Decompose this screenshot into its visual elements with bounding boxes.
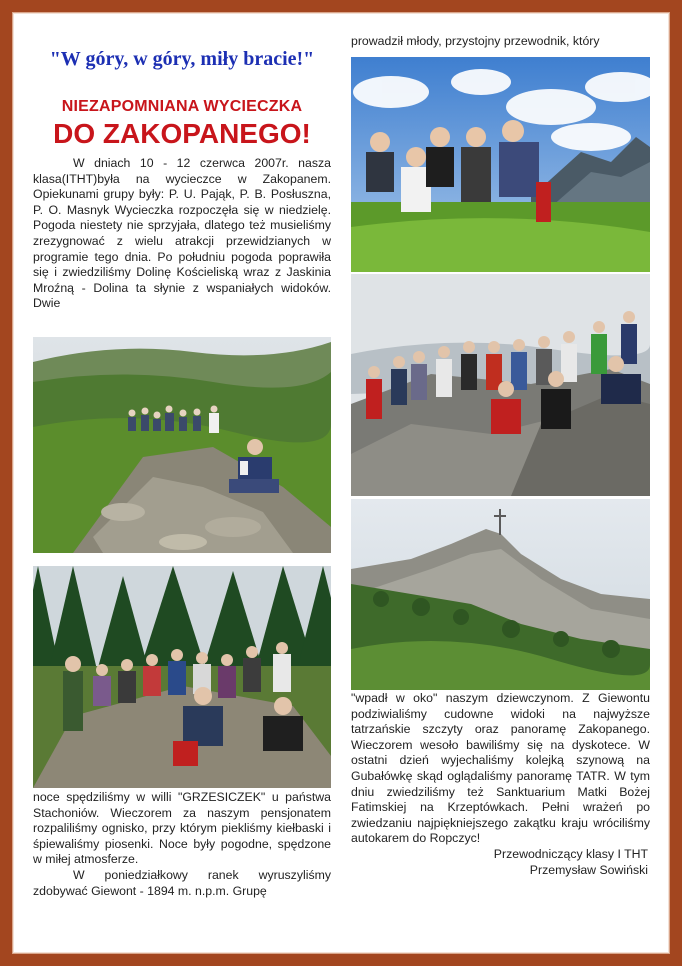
photo-friends-mountain <box>351 57 650 272</box>
photo-valley-trail <box>33 337 331 553</box>
right-top-paragraph: prowadził młody, przystojny przewodnik, który <box>351 34 600 48</box>
article-motto: "W góry, w góry, miły bracie!" <box>49 48 315 70</box>
left-bottom-text-block <box>33 790 331 899</box>
right-top-text-block <box>351 34 650 50</box>
intro-text-block <box>33 156 331 312</box>
photo-rocks-crowd <box>351 274 650 496</box>
signature-role: Przewodniczący klasy I THT <box>493 846 648 861</box>
photo-giewont-peak <box>351 499 650 690</box>
right-bottom-paragraph: "wpadł w oko" naszym dziewczynom. Z Giewontu podziwialiśmy cudowne widoki na najwyższe tatrzańskie szczyty oraz panoramę Zakopanego. Wieczorem wesoło bawiliśmy się na dyskotece. W ostatni dzień wyjechaliśmy kolejką szynową na Gubałówkę skąd oglądaliśmy panoramę TATR. W tym dniu zwiedziliśmy też Sanktuarium Matki Bożej Fatimskiej na Krzeptówkach. Pełni wrażeń po zwiedzaniu najpiękniejszego zakątku kraju wróciliśmy autokarem do Ropczyc! <box>351 691 650 846</box>
headline-bottom: DO ZAKOPANEGO! <box>53 118 311 149</box>
headline-top: NIEZAPOMNIANA WYCIECZKA <box>61 98 303 115</box>
left-bottom-paragraph-2: W poniedziałkowy ranek wyruszyliśmy zdobywać Giewont - 1894 m. n.p.m. Grupę <box>33 867 331 898</box>
left-bottom-paragraph-1: noce spędziliśmy w willi "GRZESICZEK" u państwa Stachoniów. Wieczorem za naszym pensjonatem rozpaliliśmy ognisko, przy którym piekliśmy kiełbaski i śpiewaliśmy piosenki. Noce były pogodne, spędzone w miłej atmosferze. <box>33 790 331 867</box>
intro-paragraph: W dniach 10 - 12 czerwca 2007r. nasza klasa(ITHT)była na wycieczce w Zakopanem. Opiekunami grupy były: P. U. Pająk, P. B. Posłuszna, P. O. Masnyk Wycieczka rozpoczęła się w niedzielę. Pogoda niestety nie sprzyjała, dlatego też musieliśmy zrezygnować z wielu atrakcji przewidzianych w programie tego dnia. Po południu pogoda poprawiła się i zwiedziliśmy Dolinę Kościeliską wraz z Jaskinia Mroźną - Dolina ta słynie z wspaniałych widoków. Dwie <box>33 156 331 311</box>
signature-name: Przemysław Sowiński <box>529 862 648 877</box>
right-bottom-text-block <box>351 691 650 878</box>
photo-forest-group <box>33 566 331 788</box>
